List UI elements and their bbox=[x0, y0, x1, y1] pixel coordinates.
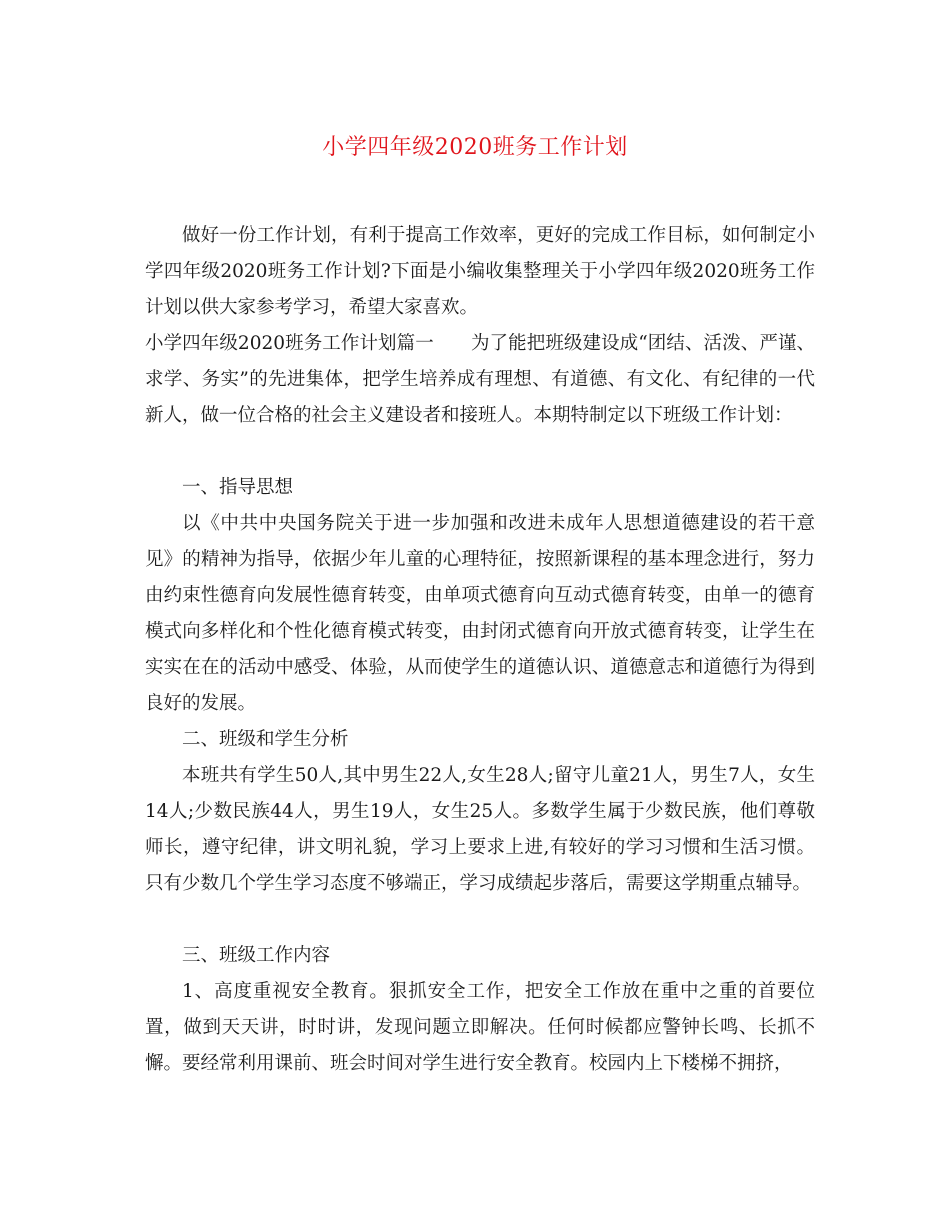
heading-class-analysis: 二、班级和学生分析 bbox=[182, 729, 349, 750]
paragraph-safety-education: 1、高度重视安全教育。狠抓安全工作，把安全工作放在重中之重的首要位置，做到天天讲，时时讲，发现问题立即解决。任何时候都应警钟长鸣、长抓不懈。要经常利用课前、班会时间对学生进行安全教育。校园内上下楼梯不拥挤， bbox=[145, 981, 815, 1074]
paragraph-class-analysis: 本班共有学生50人,其中男生22人,女生28人;留守儿童21人，男生7人，女生14人;少数民族44人，男生19人，女生25人。多数学生属于少数民族，他们尊敬师长，遵守纪律，讲文明礼貌，学习上要求上进,有较好的学习习惯和生活习惯。只有少数几个学生学习态度不够端正，学习成绩起步落后，需要这学期重点辅导。 bbox=[145, 765, 815, 894]
heading-work-content: 三、班级工作内容 bbox=[182, 945, 331, 966]
paragraph-intro: 做好一份工作计划，有利于提高工作效率，更好的完成工作目标，如何制定小学四年级2020班务工作计划?下面是小编收集整理关于小学四年级2020班务工作计划以供大家参考学习，希望大家喜欢。 bbox=[145, 225, 815, 318]
paragraph-guiding-thought: 以《中共中央国务院关于进一步加强和改进未成年人思想道德建设的若干意见》的精神为指导，依据少年儿童的心理特征，按照新课程的基本理念进行，努力由约束性德育向发展性德育转变，由单项式德育向互动式德育转变，由单一的德育模式向多样化和个性化德育模式转变，由封闭式德育向开放式德育转变，让学生在实实在在的活动中感受、体验，从而使学生的道德认识、道德意志和道德行为得到良好的发展。 bbox=[145, 513, 815, 714]
paragraph-plan-intro: 小学四年级2020班务工作计划篇一 为了能把班级建设成“团结、活泼、严谨、求学、务实”的先进集体，把学生培养成有理想、有道德、有文化、有纪律的一代新人，做一位合格的社会主义建设者和接班人。本期特制定以下班级工作计划： bbox=[145, 333, 815, 426]
document-title: 小学四年级2020班务工作计划 bbox=[322, 135, 628, 160]
heading-guiding-thought: 一、指导思想 bbox=[182, 477, 294, 498]
